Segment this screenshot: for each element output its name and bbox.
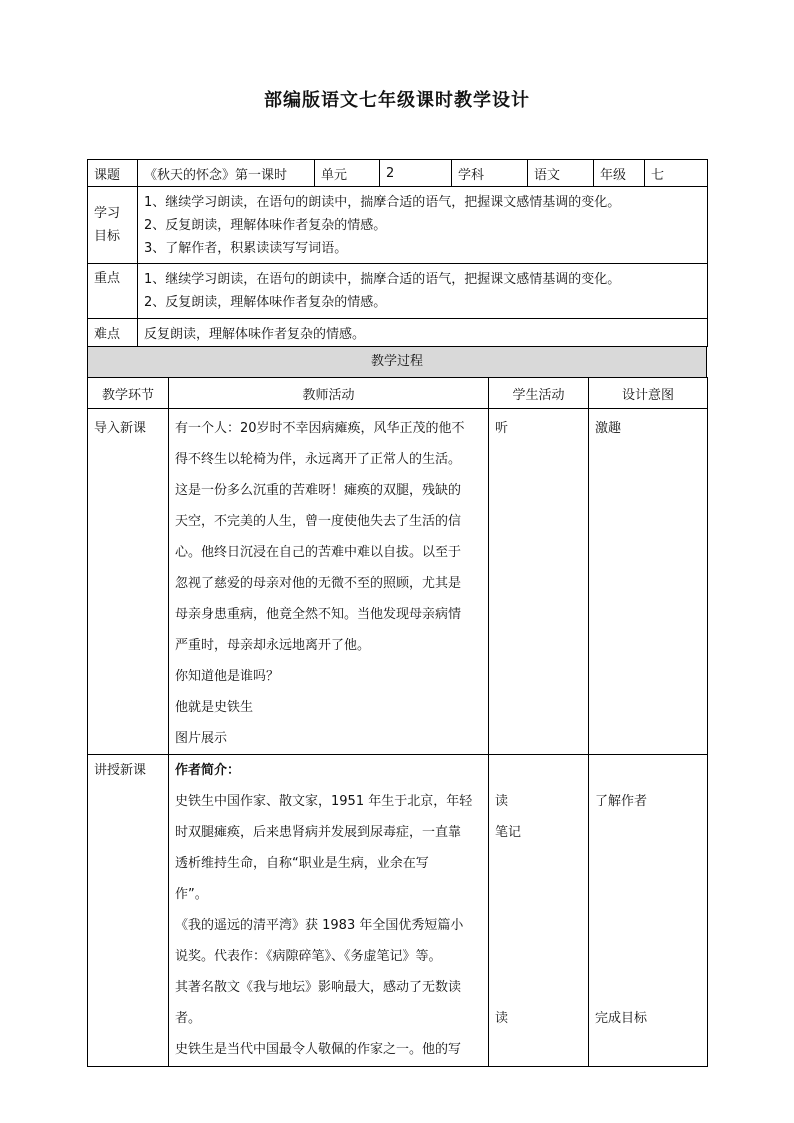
goal-item: 3、了解作者，积累读读写写词语。 [144, 240, 348, 256]
author-intro-heading: 作者简介： [175, 763, 241, 778]
student-activity: 听 [495, 421, 509, 436]
design-intent: 完成目标 [595, 1011, 648, 1026]
teach-row [88, 755, 708, 1067]
stage-cell [88, 755, 169, 1067]
student-activity: 读 [495, 1011, 509, 1026]
goals-label-line: 目标 [94, 229, 121, 244]
teacher-line: 透析维持生命，自称“职业是生病，业余在写 [175, 856, 429, 871]
teacher-line: 你知道他是谁吗？ [175, 669, 280, 684]
design-intent: 激趣 [595, 421, 622, 436]
difficulty-row [88, 319, 708, 347]
process-columns-row [88, 378, 708, 409]
teacher-line: 史铁生是当代中国最令人敬佩的作家之一。他的写 [175, 1042, 462, 1057]
key-points-label: 重点 [88, 264, 138, 319]
goals-content [138, 187, 708, 264]
teacher-line: 母亲身患重病，他竟全然不知。当他发现母亲病情 [175, 607, 462, 622]
student-activity: 读 [495, 794, 509, 809]
goals-row [88, 187, 708, 264]
key-point-item: 1、继续学习朗读，在语句的朗读中，揣摩合适的语气，把握课文感情基调的变化。 [144, 272, 621, 287]
teacher-line: 有一个人：20岁时不幸因病瘫痪，风华正茂的他不 [175, 421, 465, 436]
stage-label: 导入新课 [94, 421, 147, 436]
intro-row [88, 409, 708, 755]
teacher-line: 心。他终日沉浸在自己的苦难中难以自拔。以至于 [175, 545, 462, 560]
goal-item: 2、反复朗读，理解体味作者复杂的情感。 [144, 217, 387, 233]
teacher-line: 忽视了慈爱的母亲对他的无微不至的照顾，尤其是 [175, 576, 462, 591]
teacher-line: 得不终生以轮椅为伴，永远离开了正常人的生活。 [175, 452, 462, 467]
difficulty-content: 反复朗读，理解体味作者复杂的情感。 [138, 319, 708, 347]
teacher-line: 天空，不完美的人生，曾一度使他失去了生活的信 [175, 514, 462, 529]
teacher-activity-cell [169, 409, 489, 755]
column-header: 教师活动 [169, 378, 489, 409]
teacher-line: 史铁生中国作家、散文家，1951 年生于北京，年轻 [175, 794, 473, 809]
course-info-table [87, 159, 708, 347]
design-intent-cell [589, 755, 708, 1067]
teacher-activity-cell [169, 755, 489, 1067]
unit-label: 单元 [315, 160, 380, 187]
teacher-line: 这是一份多么沉重的苦难呀！瘫痪的双腿，残缺的 [175, 483, 462, 498]
subject-value: 语文 [528, 160, 594, 187]
student-activity: 笔记 [495, 825, 522, 840]
design-intent-cell [589, 409, 708, 755]
key-point-item: 2、反复朗读，理解体味作者复杂的情感。 [144, 295, 387, 310]
course-label: 课题 [88, 160, 138, 187]
stage-cell [88, 409, 169, 755]
grade-value: 七 [645, 160, 708, 187]
design-intent: 了解作者 [595, 794, 648, 809]
process-table [87, 377, 708, 1067]
student-activity-cell [489, 755, 589, 1067]
goals-label [88, 187, 138, 264]
key-points-content [138, 264, 708, 319]
student-activity-cell [489, 409, 589, 755]
teacher-line: 《我的遥远的清平湾》获 1983 年全国优秀短篇小 [175, 918, 464, 933]
info-row [88, 160, 708, 187]
key-points-row [88, 264, 708, 319]
teacher-line: 其著名散文《我与地坛》影响最大，感动了无数读 [175, 980, 462, 995]
column-header: 学生活动 [489, 378, 589, 409]
unit-value: 2 [380, 160, 452, 187]
teacher-line: 作”。 [175, 887, 208, 902]
teacher-line: 图片展示 [175, 731, 228, 746]
teacher-line: 者。 [175, 1011, 202, 1026]
process-header: 教学过程 [87, 346, 707, 378]
goal-item: 1、继续学习朗读，在语句的朗读中，揣摩合适的语气，把握课文感情基调的变化。 [144, 194, 621, 210]
goals-label-line: 学习 [94, 206, 121, 221]
difficulty-label: 难点 [88, 319, 138, 347]
subject-label: 学科 [452, 160, 528, 187]
teacher-line: 他就是史铁生 [175, 700, 254, 715]
column-header: 设计意图 [589, 378, 708, 409]
stage-label: 讲授新课 [94, 763, 147, 778]
column-header: 教学环节 [88, 378, 169, 409]
teacher-line: 严重时，母亲却永远地离开了他。 [175, 638, 371, 653]
teacher-line: 时双腿瘫痪，后来患肾病并发展到尿毒症，一直靠 [175, 825, 462, 840]
teacher-line: 说奖。代表作：《病隙碎笔》、《务虚笔记》等。 [175, 949, 442, 964]
document-title: 部编版语文七年级课时教学设计 [264, 90, 530, 111]
course-value: 《秋天的怀念》第一课时 [138, 160, 315, 187]
grade-label: 年级 [594, 160, 645, 187]
